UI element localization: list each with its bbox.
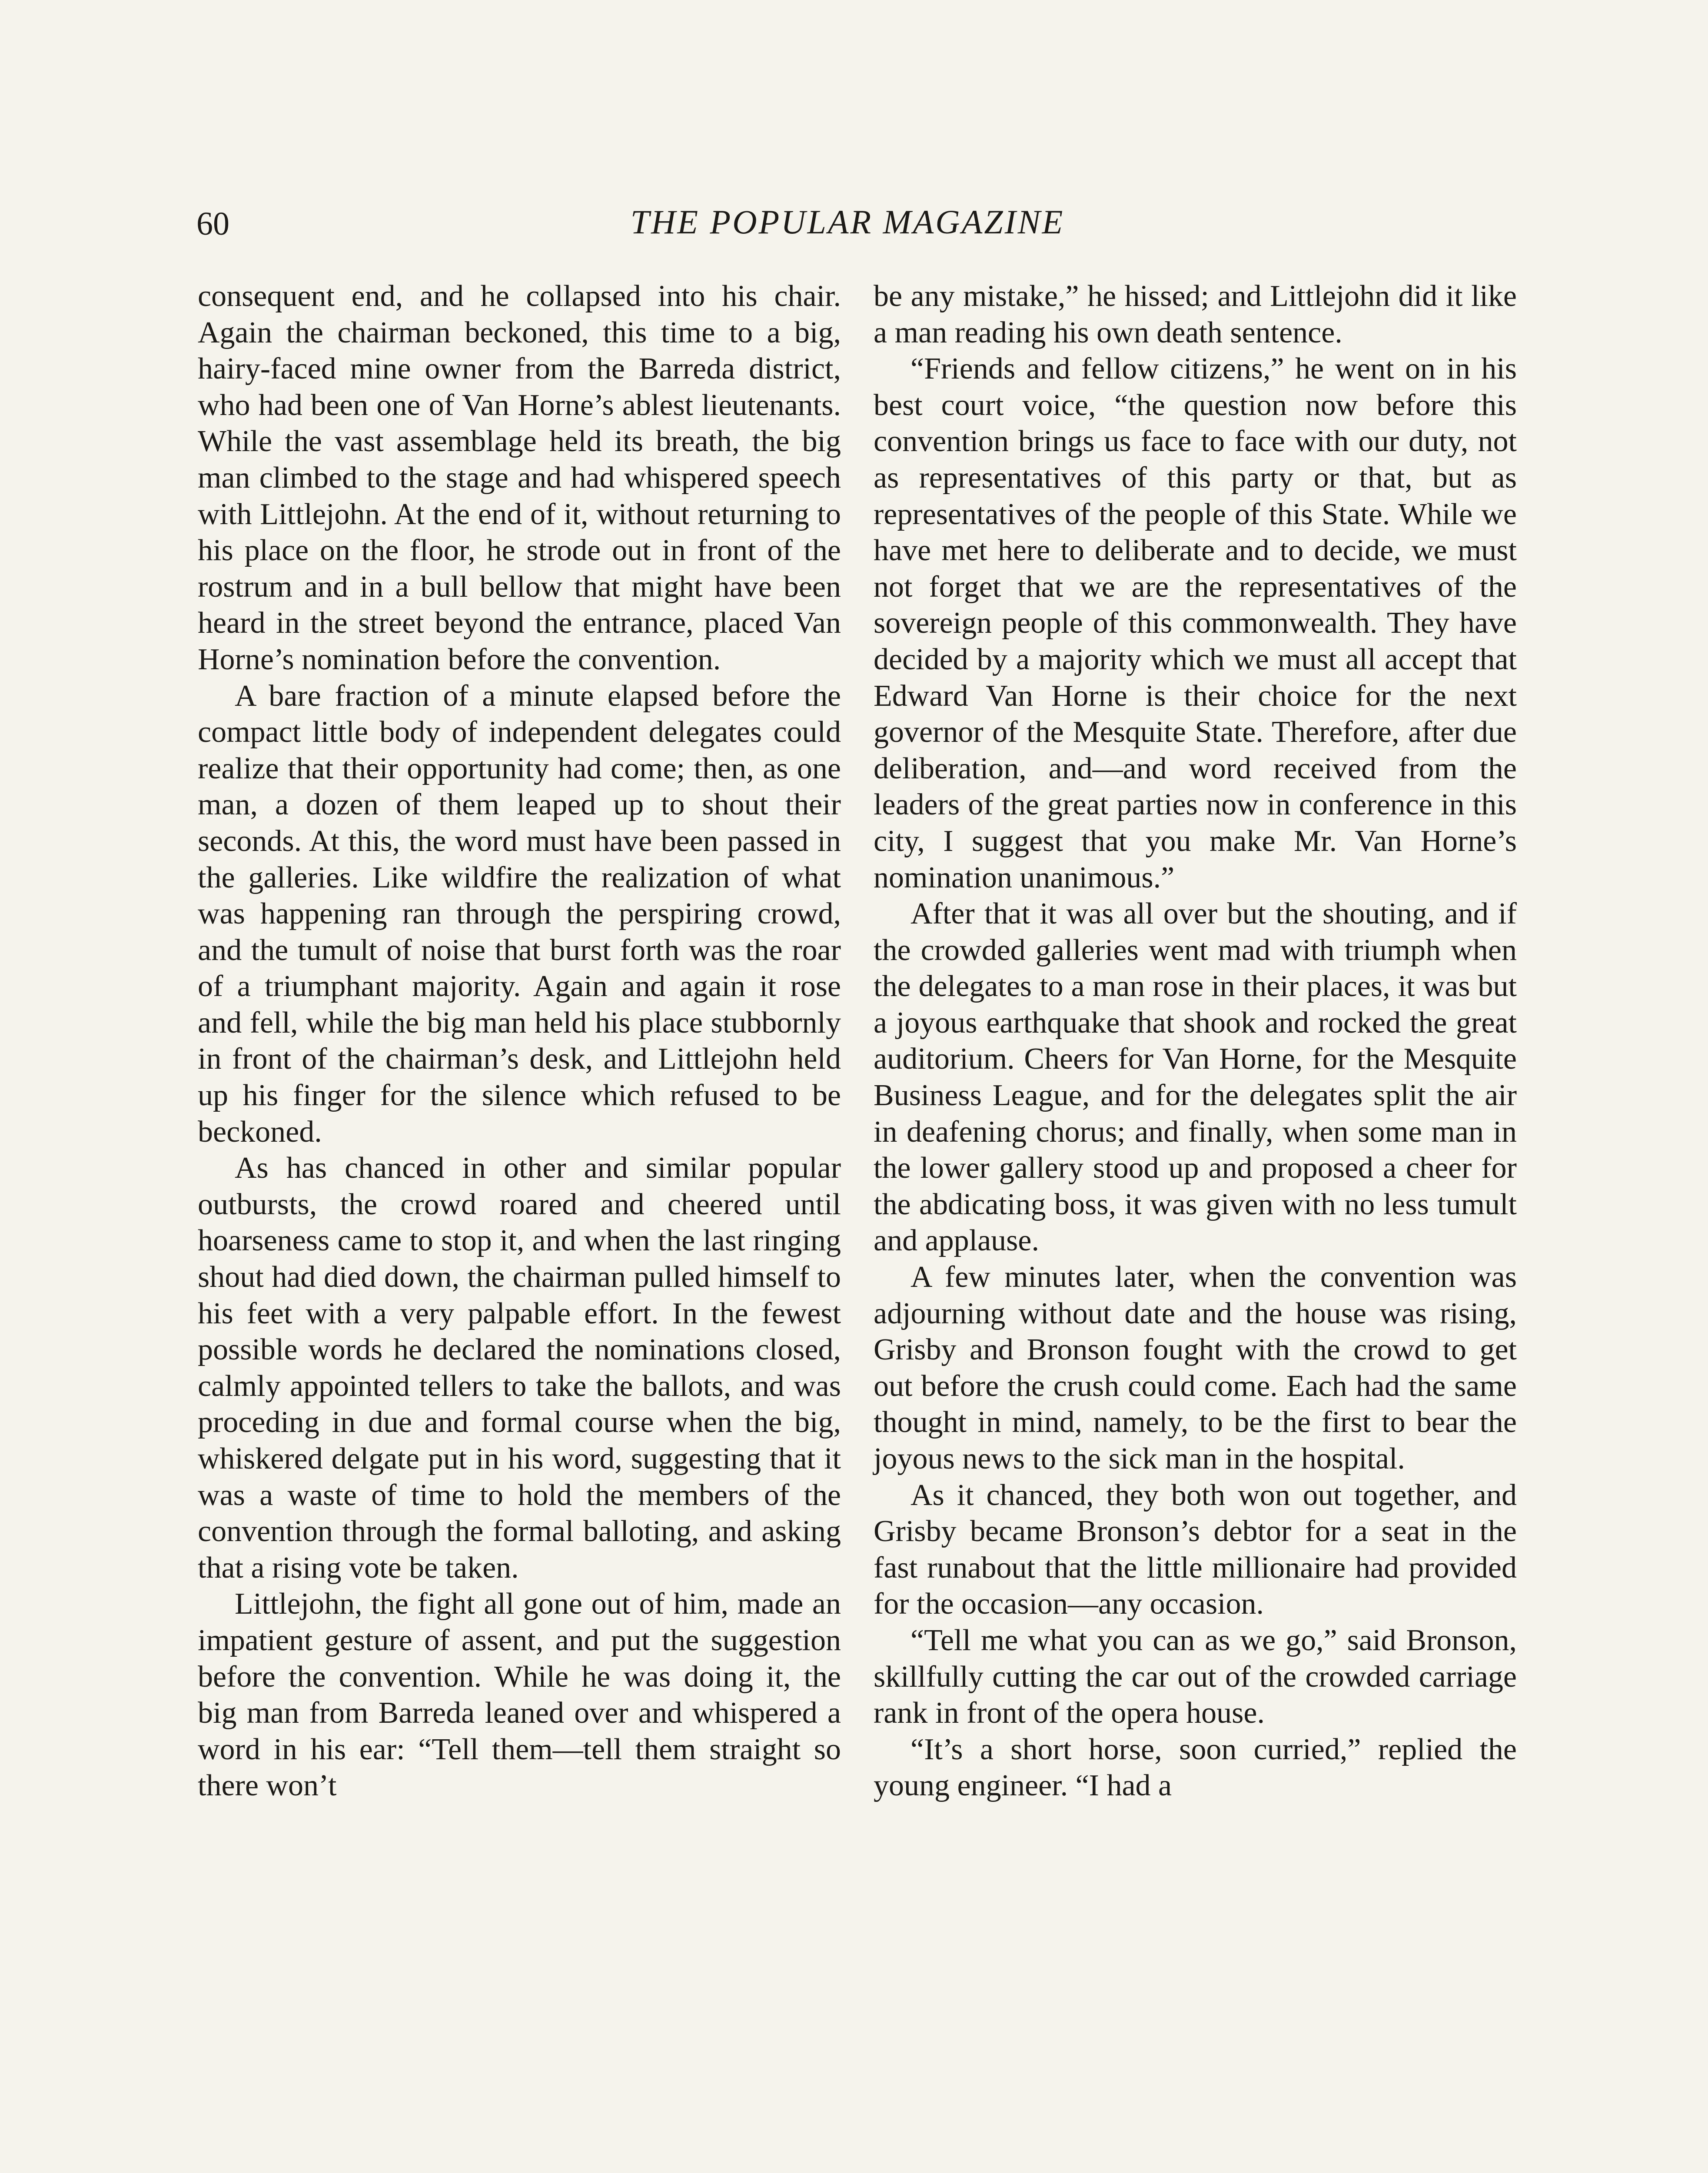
left-column bbox=[198, 278, 841, 1804]
paragraph: A bare fraction of a minute elapsed before the compact little body of independent delegates could realize that their opportunity had come; then, as one man, a dozen of them leaped up to shout their seconds. At this, the word must have been passed in the galleries. Like wildfire the realization of what was happening ran through the perspiring crowd, and the tumult of noise that burst forth was the roar of a triumphant majority. Again and again it rose and fell, while the big man held his place stubbornly in front of the chairman’s desk, and Littlejohn held up his finger for the silence which refused to be beckoned. bbox=[198, 679, 841, 1149]
right-column bbox=[874, 278, 1517, 1804]
paragraph: Littlejohn, the fight all gone out of him, made an impatient gesture of assent, and put the suggestion before the convention. While he was doing it, the big man from Barreda leaned over and whispered a word in his ear: “Tell them—tell them straight so there won’t bbox=[198, 1587, 841, 1803]
paragraph: As has chanced in other and similar popular outbursts, the crowd roared and cheered until hoarseness came to stop it, and when the last ringing shout had died down, the chairman pulled himself to his feet with a very palpable effort. In the fewest possible words he declared the nominations closed, calmly appointed tellers to take the ballots, and was proceding in due and formal course when the big, whiskered delgate put in his word, suggesting that it was a waste of time to hold the members of the convention through the formal balloting, and asking that a rising vote be taken. bbox=[198, 1151, 841, 1585]
paragraph: After that it was all over but the shouting, and if the crowded galleries went mad with triumph when the delegates to a man rose in their places, it was but a joyous earthquake that shook and rocked the great auditorium. Cheers for Van Horne, for the Mesquite Business League, and for the delegates split the air in deafening chorus; and finally, when some man in the lower gallery stood up and proposed a cheer for the abdicating boss, it was given with no less tumult and applause. bbox=[874, 897, 1517, 1258]
paragraph: As it chanced, they both won out together, and Grisby became Bronson’s debtor for a seat in the fast runabout that the little millionaire had provided for the occasion—any occasion. bbox=[874, 1478, 1517, 1621]
paragraph: A few minutes later, when the convention was adjourning without date and the house was rising, Grisby and Bronson fought with the crowd to get out before the crush could come. Each had the same thought in mind, namely, to be the first to bear the joyous news to the sick man in the hospital. bbox=[874, 1260, 1517, 1475]
paragraph: consequent end, and he collapsed into his chair. Again the chairman beckoned, this time to a big, hairy-faced mine owner from the Barreda district, who had been one of Van Horne’s ablest lieutenants. While the vast assemblage held its breath, the big man climbed to the stage and had whispered speech with Littlejohn. At the end of it, without returning to his place on the floor, he strode out in front of the rostrum and in a bull bellow that might have been heard in the street beyond the entrance, placed Van Horne’s nomination before the convention. bbox=[198, 279, 841, 676]
running-head: THE POPULAR MAGAZINE bbox=[630, 203, 1065, 241]
paragraph: be any mistake,” he hissed; and Littlejohn did it like a man reading his own death sentence. bbox=[874, 279, 1517, 349]
paragraph: “Tell me what you can as we go,” said Bronson, skillfully cutting the car out of the crowded carriage rank in front of the opera house. bbox=[874, 1623, 1517, 1730]
paragraph: “Friends and fellow citizens,” he went on in his best court voice, “the question now before this convention brings us face to face with our duty, not as representatives of this party or that, but as representatives of the people of this State. While we have met here to deliberate and to decide, we must not forget that we are the representatives of the sovereign people of this commonwealth. They have decided by a majority which we must all accept that Edward Van Horne is their choice for the next governor of the Mesquite State. Therefore, after due deliberation, and—and word received from the leaders of the great parties now in conference in this city, I suggest that you make Mr. Van Horne’s nomination unanimous.” bbox=[874, 352, 1517, 894]
paragraph: “It’s a short horse, soon curried,” replied the young engineer. “I had a bbox=[874, 1732, 1517, 1803]
page-number: 60 bbox=[196, 206, 229, 242]
